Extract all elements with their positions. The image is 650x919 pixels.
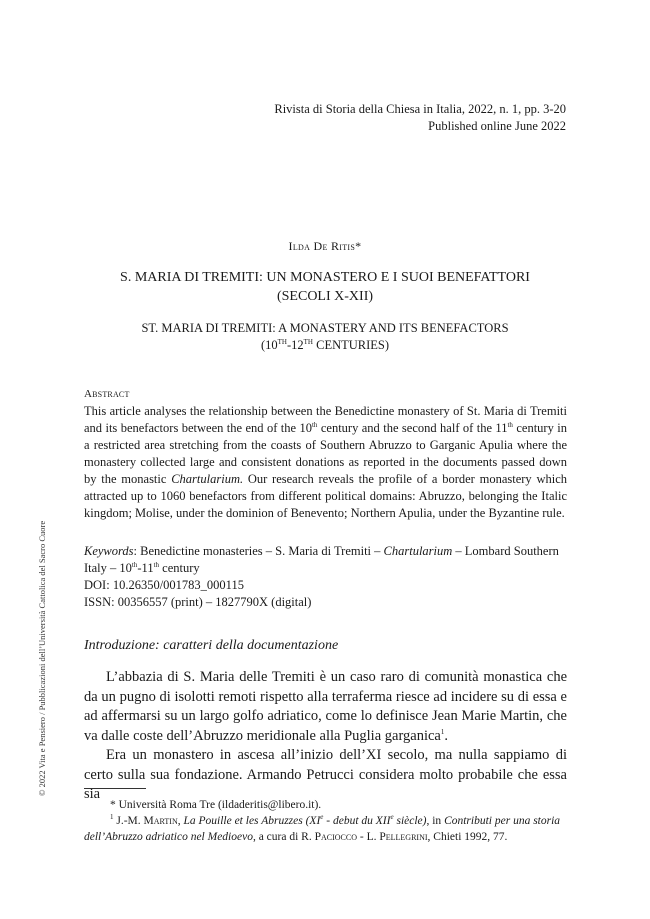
body-paragraph-2: Era un monastero in ascesa all’inizio dell’XI secolo, ma nulla sappiamo di certo sulla sua fondazione. Armando Petrucci considera molto probabile che essa sia (84, 747, 567, 802)
abstract-label: Abstract (84, 388, 130, 400)
article-title-italian (0, 268, 650, 306)
doi-line: DOI: 10.26350/001783_000115 (84, 578, 244, 592)
title-it-line-2: (SECOLI X-XII) (276, 289, 374, 304)
article-title-english (0, 320, 650, 354)
footnote-1: $^1$ J.-M. Martin, La Pouille et les Abruzzes (XIe - debut du XIIe siècle), in Contributi per una storia dell’Abruzzo adriatico nel Medioevo, a cura di R. Paciocco - L. Pellegrini, Chieti 1992, 77. (84, 813, 561, 843)
abstract-block (84, 386, 567, 522)
title-en-line-2: (10TH-12TH CENTURIES) (260, 337, 390, 352)
footnote-author-affiliation: * Università Roma Tre (ildaderitis@libero.it). (110, 799, 322, 811)
footnote-separator (84, 788, 146, 789)
side-copyright-notice: © 2022 Vita e Pensiero / Pubblicazioni dell’Università Cattolica del Sacro Cuore (37, 520, 47, 796)
footnote-ref-1: 1 (440, 727, 445, 736)
abstract-text: This article analyses the relationship between the Benedictine monastery of St. Maria di Tremiti and its benefactors between the end of the 10th century and the second half of the 11th century in a restricted area stretching from the coasts of Southern Abruzzo to Garganic Apulia where the monastery collected large and consistent donations as reported in the documents passed down by the monastic Chartularium. Our research reveals the profile of a border monastery which attracted up to 1060 benefactors from different political domains: Abruzzo, belonging the Italic kingdom; Molise, under the dominion of Benevento; Northern Apulia, under the Byzantine rule. (84, 404, 567, 520)
author-given-name: Ilda (288, 239, 311, 253)
keywords-label: Keywords (84, 544, 134, 558)
issn-line: ISSN: 00356557 (print) – 1827790X (digital) (84, 595, 312, 609)
published-online-line: Published online June 2022 (428, 119, 566, 133)
keywords-line: Keywords: Benedictine monasteries – S. Maria di Tremiti – Chartularium – Lombard Southern Italy – 10th-11th century (84, 544, 559, 575)
article-metadata (84, 543, 567, 611)
section-heading: Introduzione: caratteri della documentazione (84, 638, 339, 653)
title-en-line-1: ST. MARIA DI TREMITI: A MONASTERY AND ITS BENEFACTORS (141, 321, 509, 335)
body-text (84, 668, 567, 805)
journal-citation (274, 101, 566, 135)
author-family-name: De Ritis (313, 239, 356, 253)
footnotes (84, 797, 567, 845)
author-footnote-mark: * (355, 239, 362, 253)
journal-issue-line: Rivista di Storia della Chiesa in Italia, 2022, n. 1, pp. 3-20 (274, 102, 566, 116)
author-name (0, 239, 650, 254)
title-it-line-1: S. MARIA DI TREMITI: UN MONASTERO E I SUOI BENEFATTORI (120, 270, 530, 285)
body-paragraph-1: L’abbazia di S. Maria delle Tremiti è un caso raro di comunità monastica che da un pugno di isolotti remoti rispetto alla terraferma riesce ad incidere su di essa e ad affermarsi su un largo golfo adriatico, come lo definisce Jean Marie Martin, che va dalle coste dell’Abruzzo meridionale alla Puglia garganica$^1$. (84, 669, 567, 744)
